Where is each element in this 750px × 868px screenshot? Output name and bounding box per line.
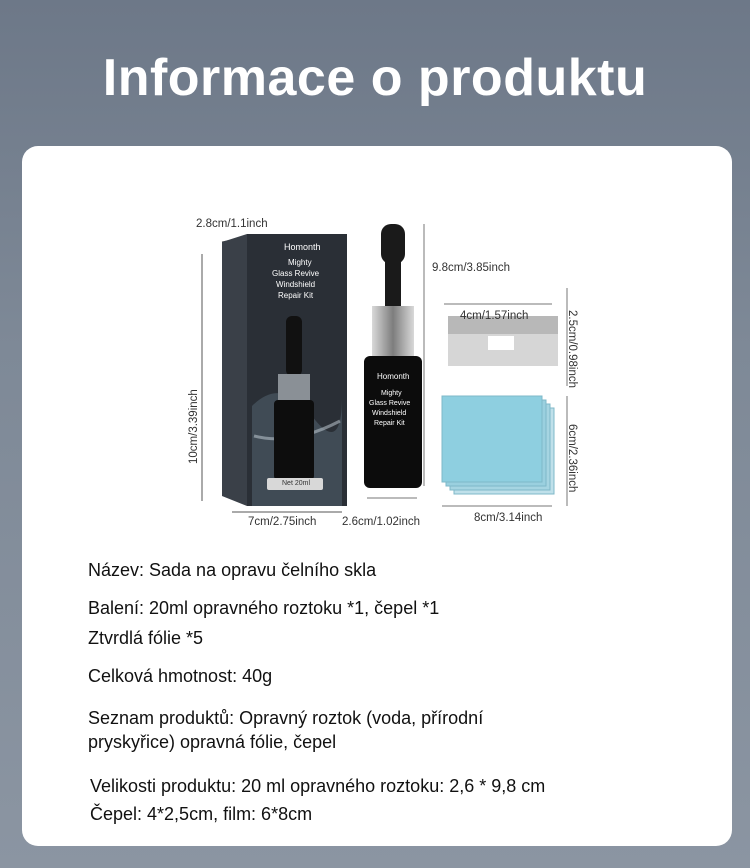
box-name-line4: Repair Kit: [278, 291, 314, 300]
info-name: Název: Sada na opravu čelního skla: [88, 560, 377, 580]
dim-box-height: 10cm/3.39inch: [188, 389, 200, 464]
dim-film-height: 6cm/2.36inch: [566, 424, 578, 493]
info-product-list: Seznam produktů: Opravný roztok (voda, přírodní pryskyřice) opravná fólie, čepel: [88, 708, 484, 752]
bottle-cap: [381, 224, 405, 264]
dim-box-depth: 2.8cm/1.1inch: [196, 218, 268, 230]
info-weight: Celková hmotnost: 40g: [88, 666, 273, 686]
bottle-name-line3: Windshield: [372, 410, 407, 417]
dim-bottle-height: 9.8cm/3.85inch: [432, 262, 510, 274]
dim-blade-height: 2.5cm/0.98inch: [566, 310, 578, 388]
product-image: [188, 206, 612, 536]
dim-box-width: 7cm/2.75inch: [248, 516, 317, 528]
bottle-name-line1: Mighty: [381, 390, 402, 397]
info-size: Velikosti produktu: 20 ml opravného roztoku: 2,6 * 9,8 cm Čepel: 4*2,5cm, film: 6*8cm: [90, 776, 546, 824]
product-card: [22, 146, 732, 846]
dim-bottle-width: 2.6cm/1.02inch: [342, 516, 420, 528]
dim-film-width: 8cm/3.14inch: [474, 512, 543, 524]
bottle-brand: Homonth: [377, 372, 410, 381]
box-brand: Homonth: [284, 242, 321, 252]
box-name-line2: Glass Revive: [272, 269, 320, 278]
repair-film: [442, 396, 542, 482]
box-volume: Net 20ml: [282, 480, 311, 487]
bottle-name-line2: Glass Revive: [369, 400, 411, 407]
info-package: Balení: 20ml opravného roztoku *1, čepel *1 Ztvrdlá fólie *5: [88, 598, 440, 648]
box-name-line1: Mighty: [288, 258, 312, 267]
product-illustration: [192, 206, 612, 536]
box-name-line3: Windshield: [276, 280, 316, 289]
bottle-name-line4: Repair Kit: [374, 420, 405, 427]
dim-blade-width: 4cm/1.57inch: [460, 310, 529, 322]
page-title: Informace o produktu: [102, 49, 648, 107]
bottle-collar: [372, 306, 414, 358]
